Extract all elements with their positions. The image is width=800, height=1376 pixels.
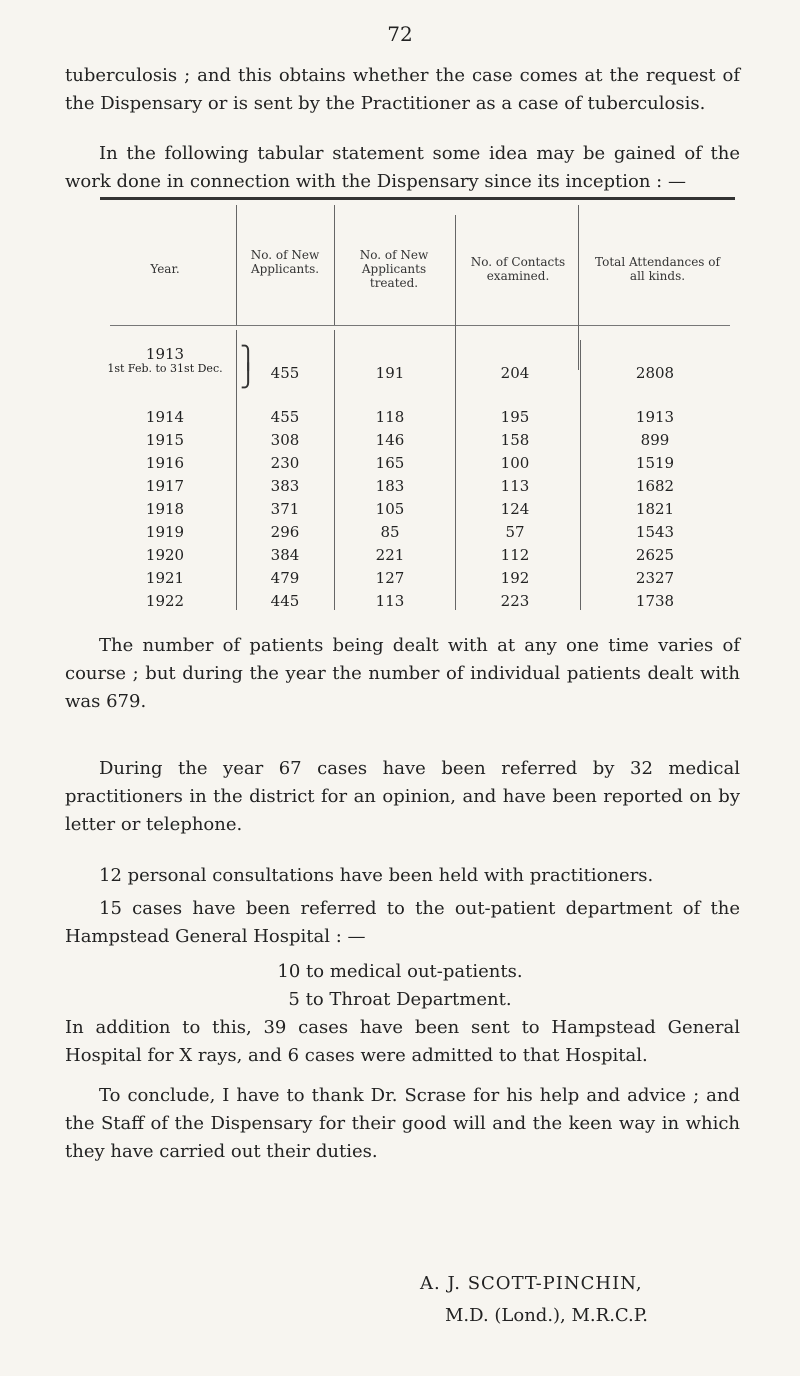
table-row [0,544,800,566]
attendances-cell: 2625 [635,546,675,564]
attendances-cell: 1519 [635,454,675,472]
treated-cell: 118 [375,408,405,426]
attendances-cell: 1682 [635,477,675,495]
treated-cell: 165 [375,454,405,472]
attendances-cell: 899 [640,431,670,449]
applicants-cell: 479 [270,569,300,587]
attendances-cell: 1738 [635,592,675,610]
contacts-cell: 100 [500,454,530,472]
year-cell: 1920 [145,546,185,564]
applicants-cell: 455 [270,408,300,426]
year-cell: 1914 [145,408,185,426]
treated-cell: 127 [375,569,405,587]
applicants-cell: 384 [270,546,300,564]
header-total-attendances: Total Attendances of all kinds. [595,255,720,283]
year-cell: 1918 [145,500,185,518]
paragraph-conclusion: To conclude, I have to thank Dr. Scrase for his help and advice ; and the Staff of the Dispensary for their good will and the keen way in which they have carried out their duties. [65,1085,740,1162]
year-note: 1st Feb. to 31st Dec. [107,362,223,375]
table-row [0,521,800,543]
table-row [0,498,800,520]
year-cell: 1922 [145,592,185,610]
table-row [0,452,800,474]
table-intro-paragraph: In the following tabular statement some idea may be gained of the work done in connection with the Dispensary since its inception : — [65,143,740,192]
table-row [0,590,800,612]
table-row [0,362,800,384]
column-divider [236,205,237,325]
year-cell: 1915 [145,431,185,449]
signature-degrees: M.D. (Lond.), M.R.C.P. [445,1305,648,1326]
applicants-cell: 455 [270,364,300,382]
applicants-cell: 445 [270,592,300,610]
contacts-cell: 195 [500,408,530,426]
intro-paragraph: tuberculosis ; and this obtains whether the case comes at the request of the Dispensary or is sent by the Practitioner as a case of tuberculosis. [65,65,740,114]
treated-cell: 146 [375,431,405,449]
brace-mark: ⎭ [240,364,257,389]
attendances-cell: 1543 [635,523,675,541]
table-row [0,567,800,589]
contacts-cell: 192 [500,569,530,587]
list-item: 10 to medical out-patients. [277,961,523,982]
contacts-cell: 113 [500,477,530,495]
year-cell: 1919 [145,523,185,541]
attendances-cell: 1913 [635,408,675,426]
treated-cell: 221 [375,546,405,564]
attendances-cell: 1821 [635,500,675,518]
contacts-cell: 158 [500,431,530,449]
treated-cell: 105 [375,500,405,518]
contacts-cell: 57 [505,523,525,541]
header-new-applicants: No. of New Applicants. [250,248,320,276]
contacts-cell: 124 [500,500,530,518]
table-top-rule [100,197,735,200]
year-cell: 1913 [145,345,185,363]
year-cell: 1917 [145,477,185,495]
table-header-rule [110,325,730,326]
treated-cell: 113 [375,592,405,610]
contacts-cell: 223 [500,592,530,610]
paragraph-xrays: In addition to this, 39 cases have been sent to Hampstead General Hospital for X rays, and 6 cases were admitted to that Hospital. [65,1017,740,1066]
paragraph-patients: The number of patients being dealt with at any one time varies of course ; but during the year the number of individual patients dealt with was 679. [65,635,740,712]
paragraph-consultations: 12 personal consultations have been held with practitioners. [99,865,654,886]
table-row [0,429,800,451]
header-applicants-treated: No. of New Applicants treated. [359,248,429,290]
header-contacts-examined: No. of Contacts examined. [470,255,566,283]
year-cell: 1916 [145,454,185,472]
applicants-cell: 308 [270,431,300,449]
applicants-cell: 371 [270,500,300,518]
table-row [0,406,800,428]
brace-mark: ⎫ [240,346,257,371]
paragraph-referrals: During the year 67 cases have been referred by 32 medical practitioners in the district for an opinion, and have been reported on by letter or telephone. [65,758,740,835]
list-item: 5 to Throat Department. [288,989,512,1010]
year-cell: 1921 [145,569,185,587]
paragraph-outpatient: 15 cases have been referred to the out-patient department of the Hampstead General Hospital : — [65,898,740,947]
treated-cell: 191 [375,364,405,382]
column-divider [334,205,335,325]
header-year: Year. [150,262,180,276]
contacts-cell: 112 [500,546,530,564]
contacts-cell: 204 [500,364,530,382]
signature-name: A. J. SCOTT-PINCHIN, [420,1273,643,1294]
attendances-cell: 2808 [635,364,675,382]
attendances-cell: 2327 [635,569,675,587]
applicants-cell: 230 [270,454,300,472]
table-row [0,475,800,497]
treated-cell: 85 [380,523,400,541]
treated-cell: 183 [375,477,405,495]
page-number: 72 [387,22,413,46]
applicants-cell: 383 [270,477,300,495]
applicants-cell: 296 [270,523,300,541]
